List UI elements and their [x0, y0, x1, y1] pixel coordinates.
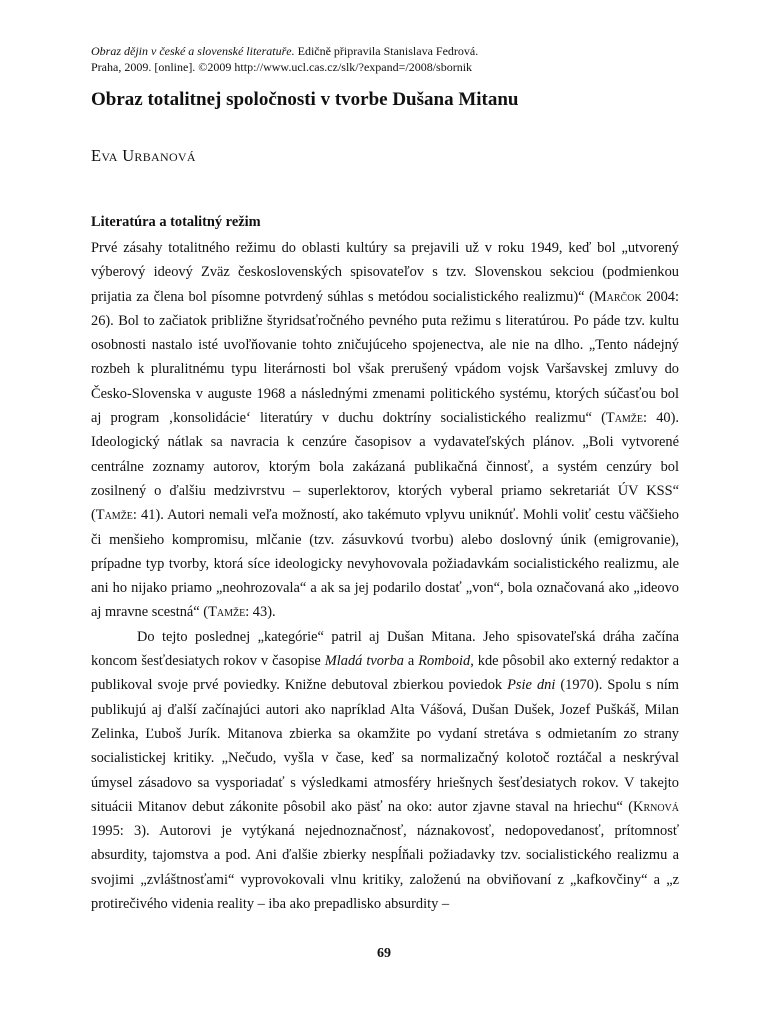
- article-body: [91, 210, 679, 916]
- page-number: 69: [377, 946, 391, 961]
- citation-line-1: [91, 43, 691, 59]
- section-heading: Literatúra a totalitný režim: [91, 214, 261, 230]
- journal-title: Romboid: [418, 653, 471, 670]
- author-name: Eva Urbanová: [91, 146, 196, 165]
- paragraph-text: : 40). Ideologický nátlak sa navracia k cenzúre časopisov a vydavateľských plánov. „Boli vytvorené centrálne zoznamy autorov, ktorým bola zakázaná publikačná činnosť, a systém cenzúry bol zosilnený o ďalšiu medzivrstvu – superlektorov, ktorých vyberal priamo sekretariát ÚV KSS“ (: [91, 410, 679, 524]
- paragraph-text: : 43).: [245, 604, 276, 621]
- citation-author: Tamže: [208, 604, 246, 621]
- citation-author: Krnová: [633, 798, 679, 815]
- citation-author: Tamže: [605, 410, 644, 427]
- paragraph-text: , kde pôsobil ako externý redaktor a publikoval svoje prvé poviedky. Knižne debutoval zbierkou poviedok: [91, 653, 679, 694]
- source-title: Obraz dějin v české a slovenské literatuře.: [91, 44, 295, 58]
- paragraph-text: 1995: 3). Autorovi je vytýkaná nejednoznačnosť, náznakovosť, nedopovedanosť, prítomnosť absurdity, tajomstva a pod. Ani ďalšie zbierky nespĺňali požiadavky tzv. socialistického realizmu a svojimi „zvláštnosťami“ vyprovokovali vlnu kritiky, založenú na obviňovaní z „kafkovčiny“ a „z protirečivého videnia reality – iba ako prepadlisko absurdity –: [91, 823, 679, 913]
- citation-author: Tamže: [95, 507, 133, 524]
- paragraph-text: : 41). Autori nemali veľa možností, ako takémuto vplyvu uniknúť. Mohli voliť cestu väčšieho či menšieho kompromisu, mlčanie (tzv. zásuvkovú tvorbu) alebo doslovný únik (emigrovanie), prípadne typ tvorby, ktorá síce ideologicky nevyhovovala požiadavkám socialistického realizmu, ale ani ho nijako priamo „neohrozovala“ a ak sa jej podarilo dostať „von“, bola označovaná ako „ideovo aj mravne scestná“ (: [91, 507, 679, 621]
- paragraph-text: (1970). Spolu s ním publikujú aj ďalší začínajúci autori ako napríklad Alta Vášová, Dušan Dušek, Jozef Puškáš, Milan Zelinka, Ľuboš Jurík. Mitanova zbierka sa okamžite po vydaní stretáva s odmietaním zo strany socialistickej kritiky. „Nečudo, vyšla v čase, keď sa normalizačný kolotoč roztáčal a neskrýval úmysel zásadovo sa vysporiadať s výsledkami atmosféry hriešnych šesťdesiatych rokov. V takejto situácii Mitanov debut zákonite pôsobil ako päsť na oko: autor zjavne staval na hriechu“ (: [91, 677, 679, 815]
- paragraph-text: a: [403, 653, 419, 670]
- citation-line-2: Praha, 2009. [online]. ©2009 http://www.ucl.cas.cz/slk/?expand=/2008/sbornik: [91, 60, 473, 74]
- citation-author: Marčok: [593, 288, 642, 305]
- citation-header: [91, 43, 691, 75]
- article-title: Obraz totalitnej spoločnosti v tvorbe Dušana Mitanu: [91, 89, 519, 110]
- paragraph-text: 2004: 26). Bol to začiatok približne štyridsaťročného pevného puta režimu s literatúrou. Po páde tzv. kultu osobnosti nastalo isté uvoľňovanie tohto zničujúceho spojenectva, ale nie na dlho. „Tento nádejný rozbeh k pluralitnému typu literárnosti bol však prerušený vpádom vojsk Varšavskej zmluvy do Česko-Slovenska v auguste 1968 a následnými zmenami politického systému, ktorých súčasťou bol aj program ‚konsolidácie‘ literatúry v duchu doktríny socialistického realizmu“ (: [91, 288, 679, 427]
- journal-title: Mladá tvorba: [324, 653, 404, 670]
- paragraph-text: Prvé zásahy totalitného režimu do oblasti kultúry sa prejavili už v roku 1949, keď bol „utvorený výberový ideový Zväz československých spisovateľov s tzv. Slovenskou sekciou (podmienkou prijatia za člena bol písomne potvrdený súhlas s metódou socialistického realizmu)“ (: [91, 240, 679, 305]
- book-title: Psie dni: [507, 677, 556, 694]
- paragraph-1: [91, 236, 679, 625]
- paragraph-2: [91, 625, 679, 917]
- paragraph-text: Do tejto poslednej „kategórie“ patril aj Dušan Mitana. Jeho spisovateľská dráha začína koncom šesťdesiatych rokov v časopise: [91, 628, 679, 670]
- editor-note: Edičně připravila Stanislava Fedrová.: [294, 44, 479, 58]
